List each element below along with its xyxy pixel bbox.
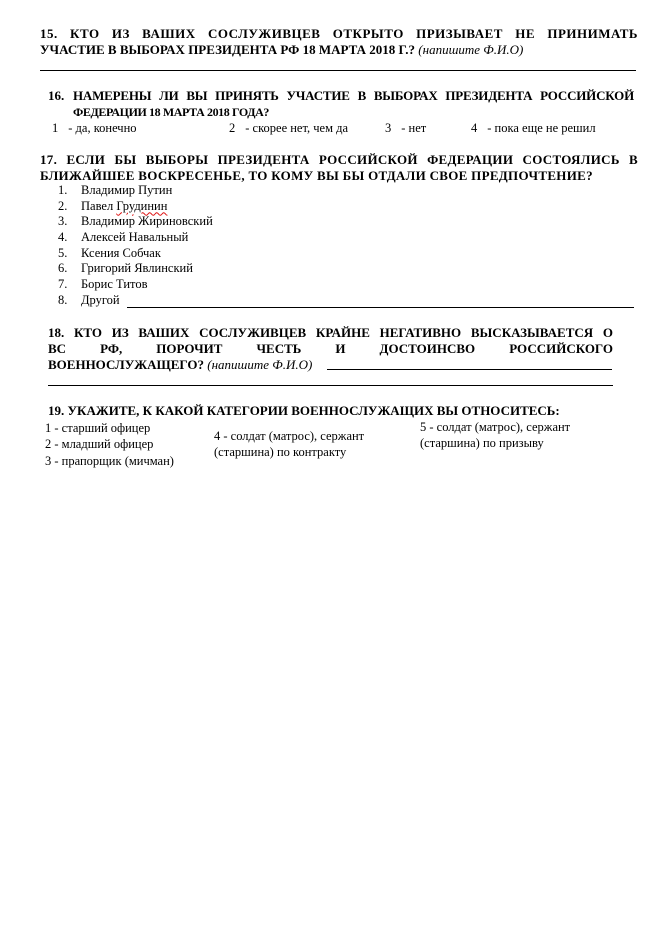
question-18-inline-answer-line[interactable] — [327, 369, 612, 370]
question-19-title: 19. УКАЖИТЕ, К КАКОЙ КАТЕГОРИИ ВОЕННОСЛУЖАЩИХ ВЫ ОТНОСИТЕСЬ: — [48, 403, 560, 418]
question-15 — [40, 26, 638, 58]
question-16-number: 16. — [48, 88, 65, 103]
candidate-first-name: Владимир — [81, 183, 136, 197]
option-number: 4. — [58, 230, 68, 245]
candidate-first-name: Владимир — [81, 214, 136, 229]
option-number: 8. — [58, 292, 68, 307]
question-18-hint: (напишите Ф.И.О) — [207, 357, 313, 372]
option-number: 6. — [58, 261, 68, 276]
candidate-first-name: Григорий — [81, 261, 132, 276]
other-candidate-answer-line[interactable] — [127, 307, 634, 308]
category-option-warrant-officer[interactable]: 3 - прапорщик (мичман) — [45, 454, 174, 468]
category-option-text-line1: 4 - солдат (матрос), сержант — [214, 429, 365, 443]
candidate-last-name: Собчак — [122, 245, 161, 260]
question-16-answer-option[interactable] — [229, 121, 348, 136]
candidate-first-name: Павел — [81, 198, 114, 213]
question-16-answer-option[interactable] — [385, 121, 426, 136]
candidate-last-name: Явлинский — [134, 261, 193, 276]
category-option-senior-officer[interactable]: 1 - старший офицер — [45, 421, 151, 435]
question-18 — [48, 325, 613, 373]
category-option-text-line2: (старшина) по контракту — [214, 445, 347, 459]
question-15-answer-line[interactable] — [40, 70, 636, 71]
candidate-option[interactable] — [58, 199, 213, 215]
candidate-last-name: Путин — [138, 183, 173, 197]
option-number: 5. — [58, 245, 68, 260]
candidate-option[interactable] — [58, 214, 213, 230]
option-number: 1. — [58, 183, 68, 197]
option-number: 3. — [58, 214, 68, 229]
answer-number: 3 — [385, 121, 392, 135]
question-16-text-line2: ФЕДЕРАЦИИ 18 МАРТА 2018 ГОДА? — [73, 105, 269, 119]
candidate-last-name: Жириновский — [138, 214, 213, 229]
candidate-option[interactable] — [58, 277, 213, 293]
question-18-text-line1: 18. КТО ИЗ ВАШИХ СОСЛУЖИВЦЕВ КРАЙНЕ НЕГАТИВНО ВЫСКАЗЫВАЕТСЯ О — [48, 325, 613, 340]
question-15-text: УЧАСТИЕ В ВЫБОРАХ ПРЕЗИДЕНТА РФ 18 МАРТА 2018 Г.? — [40, 42, 419, 57]
question-18-text: ВОЕННОСЛУЖАЩЕГО? — [48, 357, 208, 372]
candidate-option[interactable] — [58, 261, 213, 277]
category-option-conscript-soldier[interactable] — [420, 419, 570, 451]
answer-number: 2 — [229, 121, 236, 135]
answer-text: - нет — [401, 121, 427, 135]
candidate-last-name: Грудинин — [116, 198, 168, 213]
question-18-answer-line[interactable] — [48, 385, 613, 386]
question-17 — [40, 152, 638, 184]
question-17-text-line1: 17. ЕСЛИ БЫ ВЫБОРЫ ПРЕЗИДЕНТА РОССИЙСКОЙ ФЕДЕРАЦИИ СОСТОЯЛИСЬ В — [40, 152, 638, 167]
answer-text: - да, конечно — [68, 121, 137, 135]
question-17-text-line2: БЛИЖАЙШЕЕ ВОСКРЕСЕНЬЕ, ТО КОМУ ВЫ БЫ ОТДАЛИ СВОЕ ПРЕДПОЧТЕНИЕ? — [40, 168, 593, 183]
question-16-answer-option[interactable] — [471, 121, 596, 136]
question-18-text-line2: ВС РФ, ПОРОЧИТ ЧЕСТЬ И ДОСТОИНСВО РОССИЙСКОГО — [48, 341, 613, 356]
answer-text: - пока еще не решил — [487, 121, 596, 135]
category-option-contract-soldier[interactable] — [214, 428, 364, 460]
category-option-junior-officer[interactable]: 2 - младший офицер — [45, 437, 154, 451]
candidate-list — [58, 183, 213, 309]
question-15-text-line2 — [40, 42, 638, 58]
question-18-text-line3 — [48, 357, 613, 373]
answer-number: 1 — [52, 121, 59, 135]
candidate-first-name: Борис — [81, 277, 113, 292]
category-option-text-line2: (старшина) по призыву — [420, 436, 544, 450]
candidate-last-name: Навальный — [128, 230, 189, 245]
answer-number: 4 — [471, 121, 478, 135]
candidate-option[interactable] — [58, 230, 213, 246]
candidate-first-name: Ксения — [81, 245, 120, 260]
question-16-text-line1: НАМЕРЕНЫ ЛИ ВЫ ПРИНЯТЬ УЧАСТИЕ В ВЫБОРАХ ПРЕЗИДЕНТА РОССИЙСКОЙ — [73, 88, 634, 103]
candidate-first-name: Алексей — [81, 230, 126, 245]
option-number: 2. — [58, 198, 68, 213]
candidate-option[interactable] — [58, 246, 213, 262]
category-option-text-line1: 5 - солдат (матрос), сержант — [420, 420, 571, 434]
question-15-hint: (напишите Ф.И.О) — [418, 42, 524, 57]
question-16-answers — [52, 121, 632, 137]
other-option-label: Другой — [81, 292, 120, 307]
candidate-last-name: Титов — [116, 277, 148, 292]
question-16 — [48, 88, 634, 120]
option-number: 7. — [58, 277, 68, 292]
answer-text: - скорее нет, чем да — [245, 121, 349, 135]
candidate-option[interactable] — [58, 183, 213, 199]
question-16-answer-option[interactable] — [52, 121, 137, 136]
question-15-text-line1: 15. КТО ИЗ ВАШИХ СОСЛУЖИВЦЕВ ОТКРЫТО ПРИЗЫВАЕТ НЕ ПРИНИМАТЬ — [40, 26, 638, 41]
